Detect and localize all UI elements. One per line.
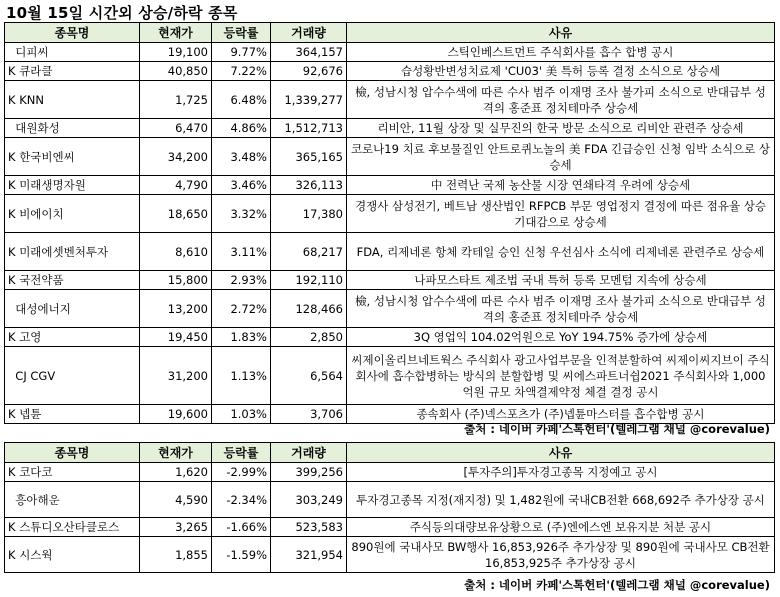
- col-header-reason: 사유: [347, 23, 775, 43]
- stock-name-cell: K 비에이치: [5, 195, 140, 233]
- col-header-price: 현재가: [140, 23, 212, 43]
- volume-cell: 17,380: [271, 195, 347, 233]
- table-row: [5, 463, 775, 482]
- table-row: [5, 138, 775, 176]
- volume-cell: 365,165: [271, 138, 347, 176]
- table-row: [5, 482, 775, 518]
- volume-cell: 68,217: [271, 233, 347, 271]
- stock-name-cell: K 미래에셋벤처투자: [5, 233, 140, 271]
- reason-cell: 종속회사 (주)넥스포츠가 (주)넵튠마스터를 흡수합병 공시: [347, 405, 775, 424]
- price-cell: 19,450: [140, 328, 212, 347]
- table-row: [5, 81, 775, 119]
- stock-name-cell: K 국전약품: [5, 271, 140, 290]
- col-header-volume: 거래량: [271, 23, 347, 43]
- change-rate-cell: 7.22%: [212, 62, 271, 81]
- price-cell: 1,855: [140, 537, 212, 573]
- change-rate-cell: -2.34%: [212, 482, 271, 518]
- stock-name-cell: K 큐라클: [5, 62, 140, 81]
- col-header-rate: 등락률: [212, 23, 271, 43]
- stock-name-cell: 디피씨: [5, 43, 140, 62]
- stock-name-cell: K 넵튠: [5, 405, 140, 424]
- change-rate-cell: -1.66%: [212, 518, 271, 537]
- table-row: [5, 347, 775, 405]
- reason-cell: 890원에 국내사모 BW행사 16,853,926주 추가상장 및 890원에 국내사모 CB전환 16,853,925주 추가상장 공시: [347, 537, 775, 573]
- change-rate-cell: 3.48%: [212, 138, 271, 176]
- price-cell: 13,200: [140, 290, 212, 328]
- reason-cell: 경쟁사 삼성전기, 베트남 생산법인 RFPCB 부문 영업정지 결정에 따른 점유율 상승 기대감으로 상승세: [347, 195, 775, 233]
- change-rate-cell: 3.46%: [212, 176, 271, 195]
- change-rate-cell: 1.13%: [212, 347, 271, 405]
- volume-cell: 128,466: [271, 290, 347, 328]
- price-cell: 15,800: [140, 271, 212, 290]
- change-rate-cell: 4.86%: [212, 119, 271, 138]
- reason-cell: 3Q 영업익 104.02억원으로 YoY 194.75% 증가에 상승세: [347, 328, 775, 347]
- reason-cell: 檢, 성남시청 압수수색에 따른 수사 범주 이재명 조사 불가피 소식으로 반대급부 성격의 홍준표 정치테마주 상승세: [347, 290, 775, 328]
- col-header-price: 현재가: [140, 443, 212, 463]
- volume-cell: 326,113: [271, 176, 347, 195]
- price-cell: 3,265: [140, 518, 212, 537]
- source-note: 출처 : 네이버 카페'스톡헌터'(텔레그램 채널 @corevalue): [464, 422, 770, 436]
- stock-name-cell: K 고영: [5, 328, 140, 347]
- table-row: [5, 233, 775, 271]
- volume-cell: 6,564: [271, 347, 347, 405]
- col-header-reason: 사유: [347, 443, 775, 463]
- reason-cell: 나파모스타트 제조법 국내 특허 등록 모멘텀 지속에 상승세: [347, 271, 775, 290]
- stock-name-cell: K 스튜디오산타클로스: [5, 518, 140, 537]
- price-cell: 19,100: [140, 43, 212, 62]
- reason-cell: 습성황반변성치료제 'CU03' 美 특허 등록 결정 소식으로 상승세: [347, 62, 775, 81]
- col-header-name: 종목명: [5, 23, 140, 43]
- table-row: [5, 518, 775, 537]
- volume-cell: 192,110: [271, 271, 347, 290]
- reason-cell: 檢, 성남시청 압수수색에 따른 수사 범주 이재명 조사 불가피 소식으로 반대급부 성격의 홍준표 정치테마주 상승세: [347, 81, 775, 119]
- fall-table-header: [5, 443, 775, 463]
- rise-table-header: [5, 23, 775, 43]
- table-row: [5, 62, 775, 81]
- col-header-name: 종목명: [5, 443, 140, 463]
- price-cell: 6,470: [140, 119, 212, 138]
- price-cell: 31,200: [140, 347, 212, 405]
- price-cell: 34,200: [140, 138, 212, 176]
- price-cell: 4,590: [140, 482, 212, 518]
- price-cell: 1,725: [140, 81, 212, 119]
- table-row: [5, 290, 775, 328]
- change-rate-cell: 3.32%: [212, 195, 271, 233]
- change-rate-cell: 2.93%: [212, 271, 271, 290]
- change-rate-cell: 2.72%: [212, 290, 271, 328]
- price-cell: 4,790: [140, 176, 212, 195]
- col-header-rate: 등락률: [212, 443, 271, 463]
- reason-cell: 스틱인베스트먼트 주식회사를 흡수 합병 공시: [347, 43, 775, 62]
- volume-cell: 303,249: [271, 482, 347, 518]
- rise-table: [4, 22, 775, 424]
- table-row: [5, 328, 775, 347]
- price-cell: 40,850: [140, 62, 212, 81]
- change-rate-cell: 9.77%: [212, 43, 271, 62]
- stock-name-cell: K 코다코: [5, 463, 140, 482]
- page-title: 10월 15일 시간외 상승/하락 종목: [6, 4, 238, 22]
- volume-cell: 92,676: [271, 62, 347, 81]
- volume-cell: 399,256: [271, 463, 347, 482]
- reason-cell: [투자주의]투자경고종목 지정예고 공시: [347, 463, 775, 482]
- stock-name-cell: CJ CGV: [5, 347, 140, 405]
- price-cell: 1,620: [140, 463, 212, 482]
- volume-cell: 1,339,277: [271, 81, 347, 119]
- reason-cell: 리비안, 11월 상장 및 실무진의 한국 방문 소식으로 리비안 관련주 상승세: [347, 119, 775, 138]
- table-row: [5, 271, 775, 290]
- stock-name-cell: K KNN: [5, 81, 140, 119]
- reason-cell: FDA, 리제네론 항체 칵테일 승인 신청 우선심사 소식에 리제네론 관련주로 상승세: [347, 233, 775, 271]
- reason-cell: 주식등의대량보유상황으로 (주)엔에스엔 보유지분 처분 공시: [347, 518, 775, 537]
- volume-cell: 3,706: [271, 405, 347, 424]
- reason-cell: 中 전력난 국제 농산물 시장 연쇄타격 우려에 상승세: [347, 176, 775, 195]
- volume-cell: 2,850: [271, 328, 347, 347]
- fall-table: [4, 442, 775, 573]
- table-row: [5, 43, 775, 62]
- col-header-volume: 거래량: [271, 443, 347, 463]
- change-rate-cell: 3.11%: [212, 233, 271, 271]
- stock-name-cell: 대원화성: [5, 119, 140, 138]
- table-row: [5, 119, 775, 138]
- stock-name-cell: K 시스웍: [5, 537, 140, 573]
- change-rate-cell: -1.59%: [212, 537, 271, 573]
- reason-cell: 코로나19 치료 후보물질인 안트로퀴노놀의 美 FDA 긴급승인 신청 임박 소식으로 상승세: [347, 138, 775, 176]
- table-row: [5, 176, 775, 195]
- change-rate-cell: 1.83%: [212, 328, 271, 347]
- change-rate-cell: 1.03%: [212, 405, 271, 424]
- volume-cell: 523,583: [271, 518, 347, 537]
- volume-cell: 1,512,713: [271, 119, 347, 138]
- stock-name-cell: K 한국비엔씨: [5, 138, 140, 176]
- source-note: 출처 : 네이버 카페'스톡헌터'(텔레그램 채널 @corevalue): [464, 578, 770, 592]
- volume-cell: 321,954: [271, 537, 347, 573]
- stock-name-cell: 흥아해운: [5, 482, 140, 518]
- table-row: [5, 537, 775, 573]
- volume-cell: 364,157: [271, 43, 347, 62]
- reason-cell: 투자경고종목 지정(재지정) 및 1,482원에 국내CB전환 668,692주 추가상장 공시: [347, 482, 775, 518]
- reason-cell: 씨제이올리브네트웍스 주식회사 광고사업부문을 인적분할하여 씨제이씨지브이 주식회사에 흡수합병하는 방식의 분할합병 및 씨에스파트너쉽2021 주식회사와 1,000억원 규모 차액결제약정 체결 결정 공시: [347, 347, 775, 405]
- price-cell: 19,600: [140, 405, 212, 424]
- stock-name-cell: 대성에너지: [5, 290, 140, 328]
- price-cell: 8,610: [140, 233, 212, 271]
- table-row: [5, 195, 775, 233]
- stock-name-cell: K 미래생명자원: [5, 176, 140, 195]
- change-rate-cell: 6.48%: [212, 81, 271, 119]
- price-cell: 18,650: [140, 195, 212, 233]
- change-rate-cell: -2.99%: [212, 463, 271, 482]
